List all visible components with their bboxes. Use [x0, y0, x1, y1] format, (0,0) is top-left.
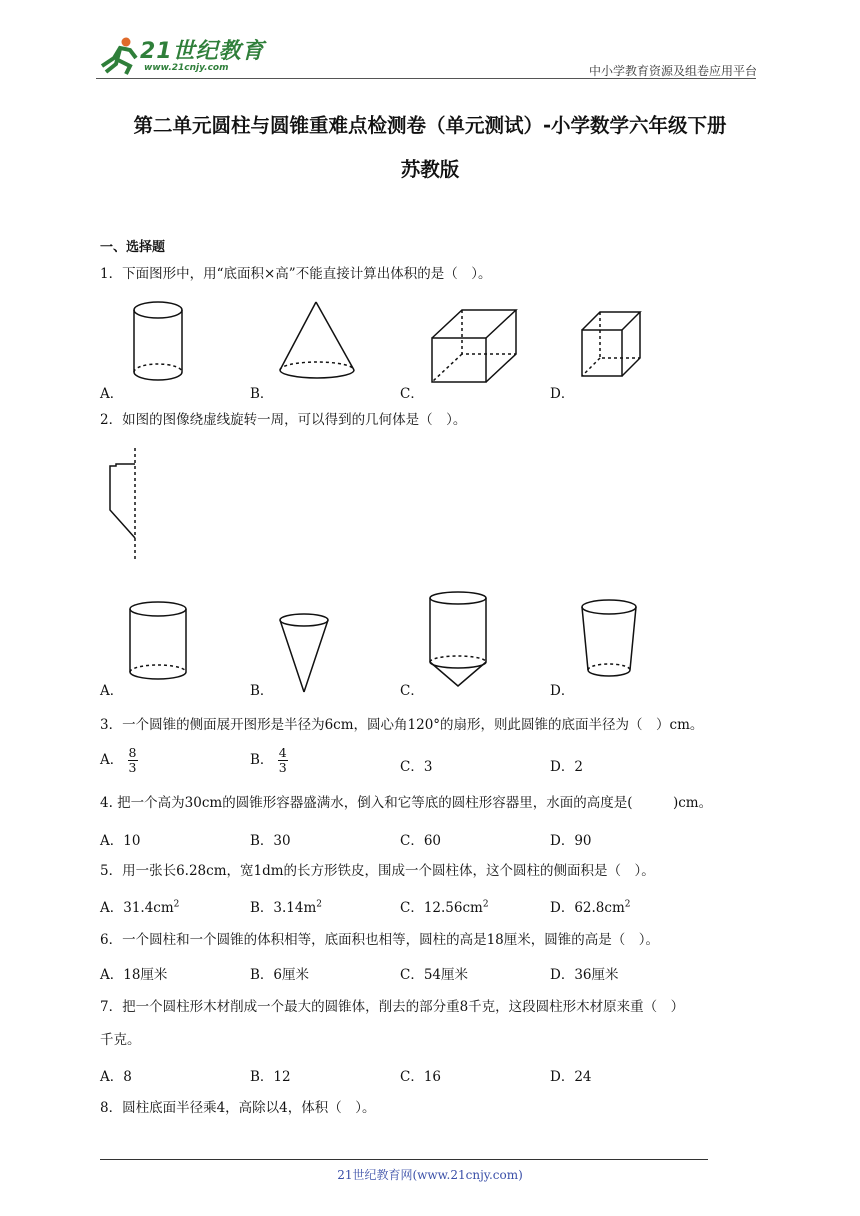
q2-rotation-shape-figure — [104, 446, 144, 562]
fraction-denominator: 3 — [278, 760, 287, 775]
q3-option-a-fraction — [128, 746, 138, 775]
q1-cylinder-figure — [132, 300, 188, 386]
q2-cylinder-cone-figure — [428, 590, 492, 690]
q7-option-d[interactable]: D．24 — [550, 1069, 592, 1085]
question-5-stem: 5．用一张长6.28cm，宽1dm的长方形铁皮，围成一个圆柱体，这个圆柱的侧面积是（ ）。 — [100, 863, 655, 879]
platform-tagline: 中小学教育资源及组卷应用平台 — [588, 64, 757, 78]
q1-cube-figure — [580, 310, 644, 382]
logo-text: 21世纪教育 — [140, 39, 265, 64]
q6-option-c[interactable]: C．54厘米 — [400, 967, 469, 983]
q2-inverted-cone-figure — [278, 612, 332, 694]
header-divider — [96, 78, 756, 79]
q2-option-d[interactable]: D． — [550, 683, 575, 699]
q1-option-b[interactable]: B． — [250, 386, 274, 402]
q1-option-d[interactable]: D． — [550, 386, 575, 402]
q4-option-d[interactable]: D．90 — [550, 833, 592, 849]
q5-option-b[interactable] — [250, 896, 322, 916]
question-6-stem: 6．一个圆柱和一个圆锥的体积相等，底面积也相等，圆柱的高是18厘米，圆锥的高是（ ）。 — [100, 932, 660, 948]
superscript: 2 — [482, 899, 489, 910]
q6-option-d[interactable]: D．36厘米 — [550, 967, 619, 983]
question-7-stem-continued: 千克。 — [100, 1032, 141, 1048]
q1-cuboid-figure — [430, 306, 522, 386]
q1-cone-figure — [276, 300, 360, 386]
footer-divider — [100, 1159, 708, 1160]
q3-option-a-label: A． — [100, 752, 124, 768]
q1-option-a[interactable]: A． — [100, 386, 124, 402]
q5-option-a-text: A．31.4cm — [100, 900, 174, 916]
q2-option-c[interactable]: C． — [400, 683, 424, 699]
page-title-line2: 苏教版 — [400, 158, 460, 181]
q3-option-b-fraction — [278, 746, 288, 775]
superscript: 2 — [173, 899, 180, 910]
q4-option-c[interactable]: C．60 — [400, 833, 442, 849]
fraction-numerator: 8 — [128, 745, 137, 760]
q4-option-a[interactable]: A．10 — [100, 833, 141, 849]
q2-frustum-figure — [580, 598, 640, 684]
logo-url: www.21cnjy.com — [144, 63, 229, 73]
q1-option-c[interactable]: C． — [400, 386, 424, 402]
question-7-stem: 7．把一个圆柱形木材削成一个最大的圆锥体，削去的部分重8千克，这段圆柱形木材原来重（ ） — [100, 999, 685, 1015]
question-4-stem: 4. 把一个高为30cm的圆锥形容器盛满水，倒入和它等底的圆柱形容器里，水面的高度是( )cm。 — [100, 795, 713, 811]
q2-option-b[interactable]: B． — [250, 683, 274, 699]
q3-option-b-label: B． — [250, 752, 274, 768]
superscript: 2 — [624, 899, 631, 910]
fraction-numerator: 4 — [278, 745, 287, 760]
q4-option-b[interactable]: B．30 — [250, 833, 291, 849]
q3-option-b[interactable] — [250, 746, 288, 775]
q2-option-a[interactable]: A． — [100, 683, 124, 699]
q2-cylinder-figure — [128, 600, 188, 686]
q5-option-d[interactable] — [550, 896, 630, 916]
section-heading: 一、选择题 — [100, 240, 166, 255]
q5-option-d-text: D．62.8cm — [550, 900, 625, 916]
q5-option-c-text: C．12.56cm — [400, 900, 483, 916]
q3-option-d[interactable]: D．2 — [550, 759, 583, 775]
logo-runner-icon — [96, 36, 142, 76]
q6-option-a[interactable]: A．18厘米 — [100, 967, 168, 983]
fraction-denominator: 3 — [128, 760, 137, 775]
q7-option-c[interactable]: C．16 — [400, 1069, 442, 1085]
question-8-stem: 8．圆柱底面半径乘4，高除以4，体积（ ）。 — [100, 1100, 376, 1116]
q5-option-c[interactable] — [400, 896, 489, 916]
superscript: 2 — [316, 899, 323, 910]
question-1-stem: 1．下面图形中，用“底面积×高”不能直接计算出体积的是（ ）。 — [100, 266, 492, 282]
q3-option-c[interactable]: C．3 — [400, 759, 433, 775]
question-3-stem: 3．一个圆锥的侧面展开图形是半径为6cm，圆心角120°的扇形，则此圆锥的底面半径为（ ）cm。 — [100, 717, 704, 733]
question-2-stem: 2．如图的图像绕虚线旋转一周，可以得到的几何体是（ ）。 — [100, 412, 467, 428]
q5-option-b-text: B．3.14m — [250, 900, 317, 916]
q7-option-a[interactable]: A．8 — [100, 1069, 132, 1085]
footer-link[interactable]: 21世纪教育网(www.21cnjy.com) — [337, 1168, 523, 1182]
q6-option-b[interactable]: B．6厘米 — [250, 967, 310, 983]
q7-option-b[interactable]: B．12 — [250, 1069, 291, 1085]
q5-option-a[interactable] — [100, 896, 179, 916]
page-title-line1: 第二单元圆柱与圆锥重难点检测卷（单元测试）-小学数学六年级下册 — [133, 114, 727, 137]
q3-option-a[interactable] — [100, 746, 138, 775]
